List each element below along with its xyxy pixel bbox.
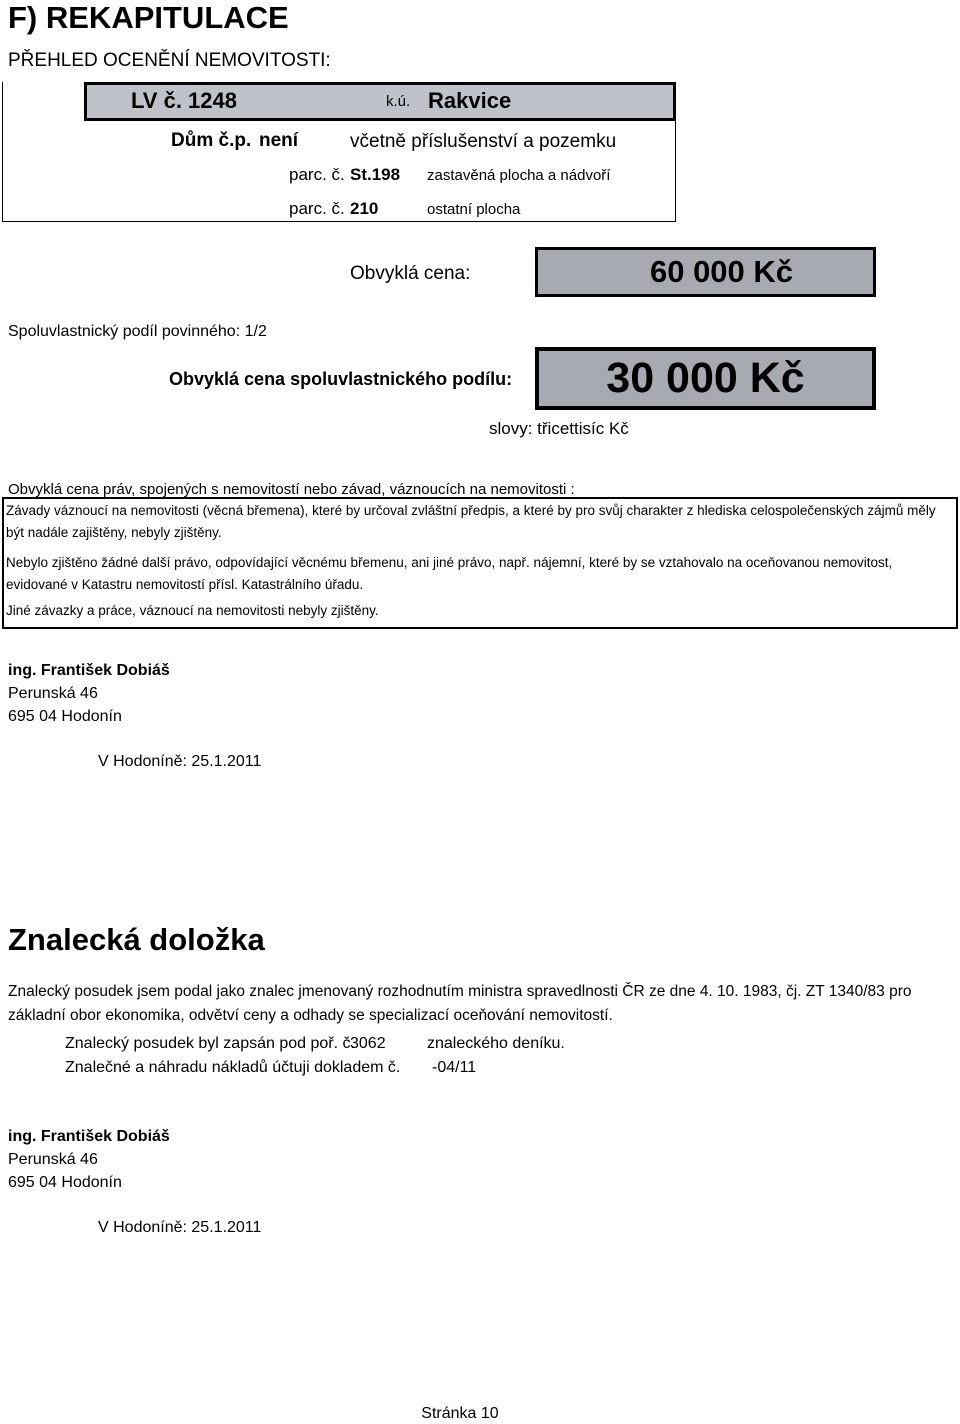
signature-city: 695 04 Hodonín [8,1174,122,1191]
share-price-value: 30 000 Kč [606,354,805,402]
fee-label: Znalečné a náhradu nákladů účtuji dokladem č. [65,1059,401,1076]
share-label: Spoluvlastnický podíl povinného: 1/2 [8,323,267,340]
price-box [535,247,876,297]
share-price-label: Obvyklá cena spoluvlastnického podílu: [169,369,513,389]
record-suffix: znaleckého deníku. [427,1035,565,1052]
share-price-box [535,347,876,410]
dum-label: Dům č.p. [171,130,252,151]
signature-city: 695 04 Hodonín [8,708,122,725]
encumbrance-paragraph: Nebylo zjištěno žádné další právo, odpovídající věcnému břemenu, ani jiné právo, např. nájemní, které by se vztahovalo na oceňovanou nemovitost, evidované v Katastru nemovitostí přísl. Katastrálního úřadu. [6,555,893,592]
signature-place-date: V Hodoníně: 25.1.2011 [98,1219,262,1236]
page-number: Stránka 10 [421,1405,499,1422]
page-title: F) REKAPITULACE [8,0,289,35]
section-subtitle: PŘEHLED OCENĚNÍ NEMOVITOSTI: [8,50,331,71]
signature-place-date: V Hodoníně: 25.1.2011 [98,753,262,770]
parcel-label: parc. č. [289,199,345,218]
price-in-words: slovy: třicettisíc Kč [489,419,629,438]
lv-number: LV č. 1248 [131,88,237,113]
fee-number: -04/11 [432,1059,477,1076]
signature-name: ing. František Dobiáš [8,662,170,679]
record-number: 3062 [350,1035,386,1052]
clause-heading: Znalecká doložka [8,922,265,957]
parcel-number: 210 [350,199,379,218]
signature-street: Perunská 46 [8,1151,98,1168]
encumbrance-paragraph: Závady váznoucí na nemovitosti (věcná břemena), které by určoval zvláštní předpis, a které by pro svůj charakter z hlediska celospolečenských zájmů měly být nadále zajištěny, nebyly zjištěny. [6,503,936,540]
parcel-desc: ostatní plocha [427,201,521,218]
dum-value: není [259,130,299,151]
parcel-desc: zastavěná plocha a nádvoří [427,167,611,184]
encumbrance-heading: Obvyklá cena práv, spojených s nemovitostí nebo závad, váznoucích na nemovitosti : [8,481,575,498]
signature-street: Perunská 46 [8,685,98,702]
parcel-label: parc. č. [289,165,345,184]
price-label: Obvyklá cena: [350,263,471,284]
dum-desc: včetně příslušenství a pozemku [350,131,617,152]
signature-name: ing. František Dobiáš [8,1128,170,1145]
ku-name: Rakvice [428,88,512,113]
encumbrance-paragraph: Jiné závazky a práce, váznoucí na nemovitosti nebyly zjištěny. [6,603,379,618]
record-label: Znalecký posudek byl zapsán pod poř. č. [65,1035,355,1052]
clause-text: Znalecký posudek jsem podal jako znalec jmenovaný rozhodnutím ministra spravedlnosti ČR ze dne 4. 10. 1983, čj. ZT 1340/83 pro základní obor ekonomika, odvětví ceny a odhady se specializací oceňování nemovitostí. [8,983,912,1024]
price-value: 60 000 Kč [649,254,794,289]
parcel-number: St.198 [350,165,401,184]
ku-label: k.ú. [386,93,411,110]
